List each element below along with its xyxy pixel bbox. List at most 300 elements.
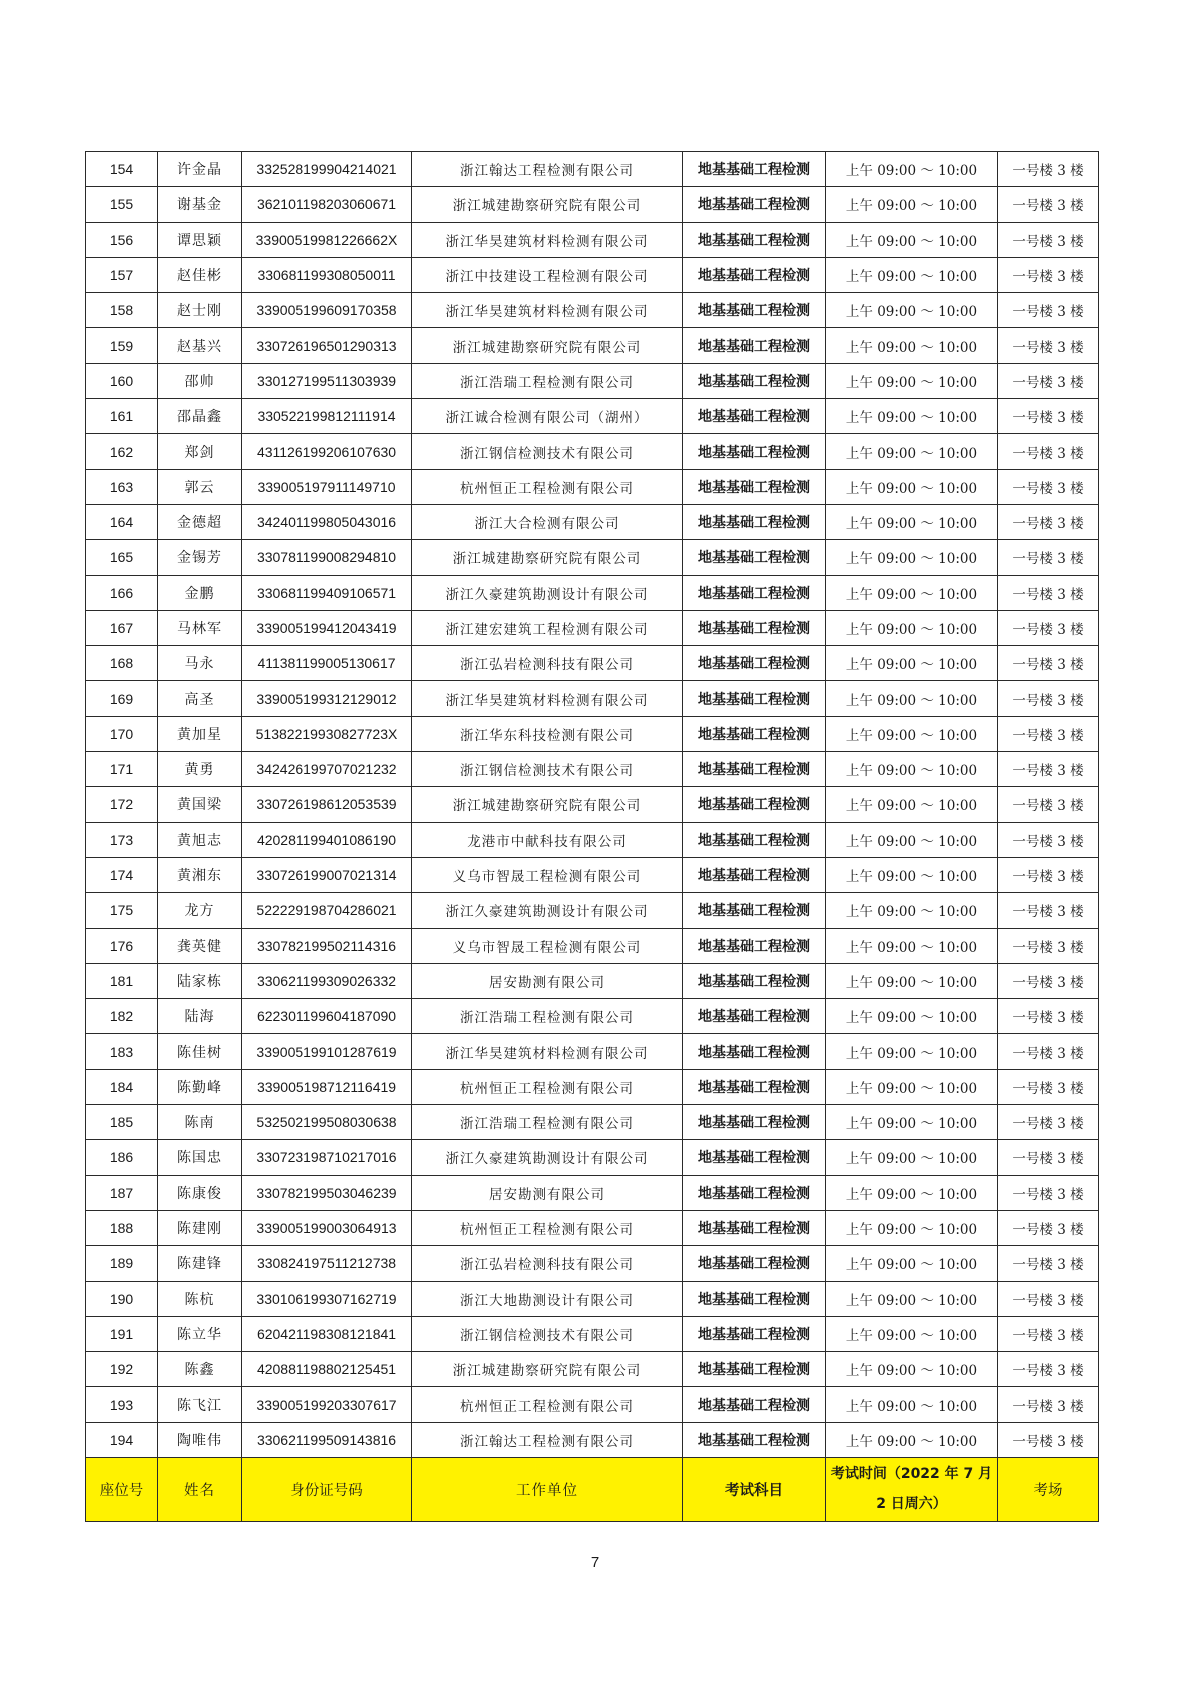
cell-id-number: 532502199508030638 xyxy=(242,1105,412,1140)
table-row xyxy=(86,1422,1099,1457)
cell-exam-time: 上午 09:00 ～ 10:00 xyxy=(826,152,998,187)
cell-employer: 浙江弘岩检测科技有限公司 xyxy=(412,646,683,681)
cell-exam-time: 上午 09:00 ～ 10:00 xyxy=(826,787,998,822)
cell-name: 陈勤峰 xyxy=(158,1069,242,1104)
cell-id-number: 420881198802125451 xyxy=(242,1352,412,1387)
cell-employer: 浙江久豪建筑勘测设计有限公司 xyxy=(412,575,683,610)
cell-exam-time: 上午 09:00 ～ 10:00 xyxy=(826,822,998,857)
cell-id-number: 330106199307162719 xyxy=(242,1281,412,1316)
cell-exam-time: 上午 09:00 ～ 10:00 xyxy=(826,1105,998,1140)
table-row xyxy=(86,928,1099,963)
table-row xyxy=(86,504,1099,539)
cell-seat: 193 xyxy=(86,1387,158,1422)
cell-employer: 居安勘测有限公司 xyxy=(412,1175,683,1210)
cell-exam-time: 上午 09:00 ～ 10:00 xyxy=(826,1034,998,1069)
table-row xyxy=(86,681,1099,716)
cell-room: 一号楼 3 楼 xyxy=(998,822,1099,857)
cell-exam-time: 上午 09:00 ～ 10:00 xyxy=(826,504,998,539)
cell-subject: 地基基础工程检测 xyxy=(683,1069,826,1104)
cell-id-number: 330621199509143816 xyxy=(242,1422,412,1457)
cell-exam-time: 上午 09:00 ～ 10:00 xyxy=(826,399,998,434)
cell-room: 一号楼 3 楼 xyxy=(998,504,1099,539)
cell-room: 一号楼 3 楼 xyxy=(998,999,1099,1034)
cell-subject: 地基基础工程检测 xyxy=(683,822,826,857)
cell-seat: 190 xyxy=(86,1281,158,1316)
cell-employer: 龙港市中献科技有限公司 xyxy=(412,822,683,857)
cell-room: 一号楼 3 楼 xyxy=(998,152,1099,187)
cell-seat: 171 xyxy=(86,752,158,787)
cell-id-number: 330621199309026332 xyxy=(242,963,412,998)
cell-subject: 地基基础工程检测 xyxy=(683,857,826,892)
cell-exam-time: 上午 09:00 ～ 10:00 xyxy=(826,1140,998,1175)
cell-seat: 160 xyxy=(86,363,158,398)
cell-seat: 194 xyxy=(86,1422,158,1457)
cell-employer: 浙江大地勘测设计有限公司 xyxy=(412,1281,683,1316)
cell-name: 谢基金 xyxy=(158,187,242,222)
table-row xyxy=(86,822,1099,857)
cell-id-number: 339005199101287619 xyxy=(242,1034,412,1069)
table-row xyxy=(86,963,1099,998)
table-row xyxy=(86,857,1099,892)
cell-id-number: 330726199007021314 xyxy=(242,857,412,892)
cell-name: 赵基兴 xyxy=(158,328,242,363)
cell-id-number: 420281199401086190 xyxy=(242,822,412,857)
table-row xyxy=(86,293,1099,328)
cell-employer: 义乌市智晟工程检测有限公司 xyxy=(412,857,683,892)
cell-exam-time: 上午 09:00 ～ 10:00 xyxy=(826,646,998,681)
cell-seat: 154 xyxy=(86,152,158,187)
cell-exam-time: 上午 09:00 ～ 10:00 xyxy=(826,328,998,363)
cell-id-number: 411381199005130617 xyxy=(242,646,412,681)
cell-name: 马永 xyxy=(158,646,242,681)
cell-subject: 地基基础工程检测 xyxy=(683,363,826,398)
cell-employer: 浙江钢信检测技术有限公司 xyxy=(412,1316,683,1351)
cell-name: 龙方 xyxy=(158,893,242,928)
cell-employer: 杭州恒正工程检测有限公司 xyxy=(412,1210,683,1245)
table-row xyxy=(86,1352,1099,1387)
cell-employer: 居安勘测有限公司 xyxy=(412,963,683,998)
cell-employer: 浙江久豪建筑勘测设计有限公司 xyxy=(412,1140,683,1175)
cell-subject: 地基基础工程检测 xyxy=(683,1175,826,1210)
cell-name: 陈杭 xyxy=(158,1281,242,1316)
cell-seat: 184 xyxy=(86,1069,158,1104)
cell-name: 陈鑫 xyxy=(158,1352,242,1387)
cell-name: 陈国忠 xyxy=(158,1140,242,1175)
table-row xyxy=(86,1175,1099,1210)
cell-room: 一号楼 3 楼 xyxy=(998,1316,1099,1351)
table-row xyxy=(86,752,1099,787)
cell-name: 陈佳树 xyxy=(158,1034,242,1069)
cell-name: 龚英健 xyxy=(158,928,242,963)
cell-id-number: 330522199812111914 xyxy=(242,399,412,434)
cell-room: 一号楼 3 楼 xyxy=(998,1246,1099,1281)
cell-subject: 地基基础工程检测 xyxy=(683,1140,826,1175)
cell-id-number: 33900519981226662X xyxy=(242,222,412,257)
cell-seat: 187 xyxy=(86,1175,158,1210)
cell-subject: 地基基础工程检测 xyxy=(683,540,826,575)
cell-name: 许金晶 xyxy=(158,152,242,187)
cell-name: 黄旭志 xyxy=(158,822,242,857)
table-row xyxy=(86,610,1099,645)
cell-name: 邵晶鑫 xyxy=(158,399,242,434)
cell-room: 一号楼 3 楼 xyxy=(998,646,1099,681)
cell-room: 一号楼 3 楼 xyxy=(998,1175,1099,1210)
header-employer: 工作单位 xyxy=(412,1457,683,1521)
cell-name: 金锡芳 xyxy=(158,540,242,575)
cell-employer: 杭州恒正工程检测有限公司 xyxy=(412,469,683,504)
cell-id-number: 330681199308050011 xyxy=(242,257,412,292)
cell-subject: 地基基础工程检测 xyxy=(683,257,826,292)
table-row xyxy=(86,1246,1099,1281)
cell-exam-time: 上午 09:00 ～ 10:00 xyxy=(826,363,998,398)
cell-exam-time: 上午 09:00 ～ 10:00 xyxy=(826,610,998,645)
cell-subject: 地基基础工程检测 xyxy=(683,469,826,504)
cell-exam-time: 上午 09:00 ～ 10:00 xyxy=(826,1281,998,1316)
table-row xyxy=(86,893,1099,928)
cell-employer: 浙江大合检测有限公司 xyxy=(412,504,683,539)
cell-employer: 浙江钢信检测技术有限公司 xyxy=(412,752,683,787)
cell-subject: 地基基础工程检测 xyxy=(683,187,826,222)
cell-exam-time: 上午 09:00 ～ 10:00 xyxy=(826,469,998,504)
cell-seat: 157 xyxy=(86,257,158,292)
cell-room: 一号楼 3 楼 xyxy=(998,1352,1099,1387)
cell-employer: 浙江浩瑞工程检测有限公司 xyxy=(412,363,683,398)
cell-exam-time: 上午 09:00 ～ 10:00 xyxy=(826,1069,998,1104)
cell-subject: 地基基础工程检测 xyxy=(683,787,826,822)
cell-room: 一号楼 3 楼 xyxy=(998,963,1099,998)
cell-exam-time: 上午 09:00 ～ 10:00 xyxy=(826,1175,998,1210)
cell-exam-time: 上午 09:00 ～ 10:00 xyxy=(826,575,998,610)
cell-room: 一号楼 3 楼 xyxy=(998,257,1099,292)
cell-seat: 163 xyxy=(86,469,158,504)
cell-id-number: 339005197911149710 xyxy=(242,469,412,504)
cell-seat: 169 xyxy=(86,681,158,716)
cell-room: 一号楼 3 楼 xyxy=(998,434,1099,469)
cell-seat: 174 xyxy=(86,857,158,892)
cell-room: 一号楼 3 楼 xyxy=(998,893,1099,928)
cell-exam-time: 上午 09:00 ～ 10:00 xyxy=(826,540,998,575)
table-row xyxy=(86,1316,1099,1351)
cell-name: 金鹏 xyxy=(158,575,242,610)
cell-name: 陈飞江 xyxy=(158,1387,242,1422)
cell-exam-time: 上午 09:00 ～ 10:00 xyxy=(826,257,998,292)
cell-subject: 地基基础工程检测 xyxy=(683,999,826,1034)
cell-employer: 浙江华东科技检测有限公司 xyxy=(412,716,683,751)
cell-seat: 183 xyxy=(86,1034,158,1069)
cell-seat: 165 xyxy=(86,540,158,575)
cell-subject: 地基基础工程检测 xyxy=(683,610,826,645)
cell-exam-time: 上午 09:00 ～ 10:00 xyxy=(826,752,998,787)
cell-room: 一号楼 3 楼 xyxy=(998,293,1099,328)
cell-id-number: 620421198308121841 xyxy=(242,1316,412,1351)
cell-subject: 地基基础工程检测 xyxy=(683,716,826,751)
cell-exam-time: 上午 09:00 ～ 10:00 xyxy=(826,963,998,998)
table-row xyxy=(86,999,1099,1034)
cell-id-number: 330723198710217016 xyxy=(242,1140,412,1175)
cell-subject: 地基基础工程检测 xyxy=(683,575,826,610)
cell-seat: 155 xyxy=(86,187,158,222)
cell-id-number: 522229198704286021 xyxy=(242,893,412,928)
cell-id-number: 51382219930827723X xyxy=(242,716,412,751)
cell-employer: 杭州恒正工程检测有限公司 xyxy=(412,1387,683,1422)
cell-seat: 164 xyxy=(86,504,158,539)
cell-room: 一号楼 3 楼 xyxy=(998,363,1099,398)
cell-exam-time: 上午 09:00 ～ 10:00 xyxy=(826,1316,998,1351)
cell-seat: 175 xyxy=(86,893,158,928)
cell-employer: 浙江华昊建筑材料检测有限公司 xyxy=(412,1034,683,1069)
header-id-number: 身份证号码 xyxy=(242,1457,412,1521)
cell-name: 黄勇 xyxy=(158,752,242,787)
cell-employer: 浙江翰达工程检测有限公司 xyxy=(412,152,683,187)
table-row xyxy=(86,1387,1099,1422)
cell-seat: 176 xyxy=(86,928,158,963)
cell-seat: 167 xyxy=(86,610,158,645)
cell-room: 一号楼 3 楼 xyxy=(998,399,1099,434)
cell-seat: 186 xyxy=(86,1140,158,1175)
cell-exam-time: 上午 09:00 ～ 10:00 xyxy=(826,434,998,469)
cell-exam-time: 上午 09:00 ～ 10:00 xyxy=(826,222,998,257)
cell-employer: 浙江城建勘察研究院有限公司 xyxy=(412,328,683,363)
cell-id-number: 330726196501290313 xyxy=(242,328,412,363)
cell-id-number: 339005199312129012 xyxy=(242,681,412,716)
header-room: 考场 xyxy=(998,1457,1099,1521)
table-row xyxy=(86,152,1099,187)
cell-room: 一号楼 3 楼 xyxy=(998,681,1099,716)
cell-name: 高圣 xyxy=(158,681,242,716)
cell-subject: 地基基础工程检测 xyxy=(683,681,826,716)
table-row xyxy=(86,575,1099,610)
cell-room: 一号楼 3 楼 xyxy=(998,328,1099,363)
cell-name: 黄加星 xyxy=(158,716,242,751)
cell-employer: 义乌市智晟工程检测有限公司 xyxy=(412,928,683,963)
cell-seat: 191 xyxy=(86,1316,158,1351)
cell-name: 黄国梁 xyxy=(158,787,242,822)
cell-employer: 杭州恒正工程检测有限公司 xyxy=(412,1069,683,1104)
cell-employer: 浙江城建勘察研究院有限公司 xyxy=(412,1352,683,1387)
cell-employer: 浙江弘岩检测科技有限公司 xyxy=(412,1246,683,1281)
table-row xyxy=(86,363,1099,398)
table-row xyxy=(86,1140,1099,1175)
cell-name: 陆海 xyxy=(158,999,242,1034)
cell-seat: 185 xyxy=(86,1105,158,1140)
cell-room: 一号楼 3 楼 xyxy=(998,1034,1099,1069)
cell-subject: 地基基础工程检测 xyxy=(683,963,826,998)
cell-name: 陈建锋 xyxy=(158,1246,242,1281)
cell-room: 一号楼 3 楼 xyxy=(998,752,1099,787)
cell-room: 一号楼 3 楼 xyxy=(998,540,1099,575)
cell-subject: 地基基础工程检测 xyxy=(683,434,826,469)
cell-id-number: 330127199511303939 xyxy=(242,363,412,398)
cell-seat: 188 xyxy=(86,1210,158,1245)
cell-employer: 浙江城建勘察研究院有限公司 xyxy=(412,540,683,575)
table-header-row xyxy=(86,1457,1099,1521)
cell-exam-time: 上午 09:00 ～ 10:00 xyxy=(826,1210,998,1245)
table-row xyxy=(86,1210,1099,1245)
cell-employer: 浙江浩瑞工程检测有限公司 xyxy=(412,999,683,1034)
cell-id-number: 339005199203307617 xyxy=(242,1387,412,1422)
cell-id-number: 332528199904214021 xyxy=(242,152,412,187)
cell-exam-time: 上午 09:00 ～ 10:00 xyxy=(826,1387,998,1422)
cell-exam-time: 上午 09:00 ～ 10:00 xyxy=(826,716,998,751)
cell-exam-time: 上午 09:00 ～ 10:00 xyxy=(826,999,998,1034)
cell-name: 邵帅 xyxy=(158,363,242,398)
cell-name: 郑剑 xyxy=(158,434,242,469)
cell-employer: 浙江中技建设工程检测有限公司 xyxy=(412,257,683,292)
cell-id-number: 339005198712116419 xyxy=(242,1069,412,1104)
cell-employer: 浙江华昊建筑材料检测有限公司 xyxy=(412,222,683,257)
cell-name: 陆家栋 xyxy=(158,963,242,998)
cell-exam-time: 上午 09:00 ～ 10:00 xyxy=(826,1352,998,1387)
table-row xyxy=(86,1069,1099,1104)
cell-seat: 168 xyxy=(86,646,158,681)
cell-name: 金德超 xyxy=(158,504,242,539)
cell-room: 一号楼 3 楼 xyxy=(998,222,1099,257)
cell-seat: 156 xyxy=(86,222,158,257)
cell-id-number: 339005199412043419 xyxy=(242,610,412,645)
cell-employer: 浙江浩瑞工程检测有限公司 xyxy=(412,1105,683,1140)
cell-exam-time: 上午 09:00 ～ 10:00 xyxy=(826,857,998,892)
cell-seat: 189 xyxy=(86,1246,158,1281)
cell-id-number: 330782199503046239 xyxy=(242,1175,412,1210)
cell-subject: 地基基础工程检测 xyxy=(683,152,826,187)
cell-id-number: 330782199502114316 xyxy=(242,928,412,963)
cell-employer: 浙江华昊建筑材料检测有限公司 xyxy=(412,293,683,328)
cell-room: 一号楼 3 楼 xyxy=(998,928,1099,963)
cell-id-number: 330681199409106571 xyxy=(242,575,412,610)
cell-id-number: 362101198203060671 xyxy=(242,187,412,222)
cell-room: 一号楼 3 楼 xyxy=(998,716,1099,751)
cell-name: 陈立华 xyxy=(158,1316,242,1351)
cell-id-number: 339005199003064913 xyxy=(242,1210,412,1245)
table-row xyxy=(86,469,1099,504)
cell-exam-time: 上午 09:00 ～ 10:00 xyxy=(826,187,998,222)
cell-name: 赵佳彬 xyxy=(158,257,242,292)
cell-id-number: 342401199805043016 xyxy=(242,504,412,539)
cell-employer: 浙江翰达工程检测有限公司 xyxy=(412,1422,683,1457)
cell-subject: 地基基础工程检测 xyxy=(683,1281,826,1316)
cell-subject: 地基基础工程检测 xyxy=(683,1105,826,1140)
cell-employer: 浙江城建勘察研究院有限公司 xyxy=(412,787,683,822)
cell-employer: 浙江钢信检测技术有限公司 xyxy=(412,434,683,469)
cell-employer: 浙江久豪建筑勘测设计有限公司 xyxy=(412,893,683,928)
cell-room: 一号楼 3 楼 xyxy=(998,1210,1099,1245)
exam-seating-table xyxy=(85,151,1099,1522)
cell-seat: 170 xyxy=(86,716,158,751)
cell-subject: 地基基础工程检测 xyxy=(683,1316,826,1351)
cell-name: 陶唯伟 xyxy=(158,1422,242,1457)
cell-subject: 地基基础工程检测 xyxy=(683,1210,826,1245)
cell-subject: 地基基础工程检测 xyxy=(683,1387,826,1422)
cell-seat: 162 xyxy=(86,434,158,469)
cell-subject: 地基基础工程检测 xyxy=(683,399,826,434)
header-seat: 座位号 xyxy=(86,1457,158,1521)
header-subject: 考试科目 xyxy=(683,1457,826,1521)
cell-name: 谭思颖 xyxy=(158,222,242,257)
cell-exam-time: 上午 09:00 ～ 10:00 xyxy=(826,893,998,928)
cell-id-number: 342426199707021232 xyxy=(242,752,412,787)
cell-room: 一号楼 3 楼 xyxy=(998,1069,1099,1104)
cell-subject: 地基基础工程检测 xyxy=(683,293,826,328)
cell-seat: 172 xyxy=(86,787,158,822)
cell-employer: 浙江建宏建筑工程检测有限公司 xyxy=(412,610,683,645)
cell-subject: 地基基础工程检测 xyxy=(683,646,826,681)
table-body xyxy=(86,152,1099,1458)
cell-room: 一号楼 3 楼 xyxy=(998,1140,1099,1175)
header-name: 姓名 xyxy=(158,1457,242,1521)
table-row xyxy=(86,540,1099,575)
cell-exam-time: 上午 09:00 ～ 10:00 xyxy=(826,293,998,328)
cell-name: 郭云 xyxy=(158,469,242,504)
cell-room: 一号楼 3 楼 xyxy=(998,1281,1099,1316)
cell-room: 一号楼 3 楼 xyxy=(998,1422,1099,1457)
cell-seat: 166 xyxy=(86,575,158,610)
cell-seat: 182 xyxy=(86,999,158,1034)
cell-seat: 173 xyxy=(86,822,158,857)
cell-seat: 181 xyxy=(86,963,158,998)
cell-name: 陈康俊 xyxy=(158,1175,242,1210)
cell-subject: 地基基础工程检测 xyxy=(683,328,826,363)
table-row xyxy=(86,222,1099,257)
table-row xyxy=(86,1105,1099,1140)
table-row xyxy=(86,646,1099,681)
cell-id-number: 330824197511212738 xyxy=(242,1246,412,1281)
cell-name: 马林军 xyxy=(158,610,242,645)
cell-id-number: 339005199609170358 xyxy=(242,293,412,328)
cell-subject: 地基基础工程检测 xyxy=(683,1352,826,1387)
cell-room: 一号楼 3 楼 xyxy=(998,187,1099,222)
table-row xyxy=(86,328,1099,363)
cell-exam-time: 上午 09:00 ～ 10:00 xyxy=(826,1246,998,1281)
cell-id-number: 622301199604187090 xyxy=(242,999,412,1034)
cell-subject: 地基基础工程检测 xyxy=(683,504,826,539)
cell-subject: 地基基础工程检测 xyxy=(683,928,826,963)
table-row xyxy=(86,257,1099,292)
cell-employer: 浙江城建勘察研究院有限公司 xyxy=(412,187,683,222)
table-row xyxy=(86,187,1099,222)
cell-employer: 浙江诚合检测有限公司（湖州） xyxy=(412,399,683,434)
cell-name: 陈建刚 xyxy=(158,1210,242,1245)
header-exam-time: 考试时间（2022 年 7 月 2 日周六） xyxy=(826,1457,998,1521)
table-row xyxy=(86,1034,1099,1069)
cell-room: 一号楼 3 楼 xyxy=(998,610,1099,645)
page-number: 7 xyxy=(590,1554,600,1571)
cell-id-number: 330781199008294810 xyxy=(242,540,412,575)
cell-name: 陈南 xyxy=(158,1105,242,1140)
table-row xyxy=(86,399,1099,434)
cell-subject: 地基基础工程检测 xyxy=(683,893,826,928)
cell-exam-time: 上午 09:00 ～ 10:00 xyxy=(826,928,998,963)
cell-room: 一号楼 3 楼 xyxy=(998,857,1099,892)
cell-id-number: 330726198612053539 xyxy=(242,787,412,822)
cell-subject: 地基基础工程检测 xyxy=(683,1246,826,1281)
table-row xyxy=(86,716,1099,751)
cell-subject: 地基基础工程检测 xyxy=(683,752,826,787)
cell-id-number: 431126199206107630 xyxy=(242,434,412,469)
cell-room: 一号楼 3 楼 xyxy=(998,787,1099,822)
cell-seat: 161 xyxy=(86,399,158,434)
cell-room: 一号楼 3 楼 xyxy=(998,469,1099,504)
cell-name: 黄湘东 xyxy=(158,857,242,892)
cell-subject: 地基基础工程检测 xyxy=(683,222,826,257)
cell-exam-time: 上午 09:00 ～ 10:00 xyxy=(826,1422,998,1457)
table-row xyxy=(86,434,1099,469)
cell-employer: 浙江华昊建筑材料检测有限公司 xyxy=(412,681,683,716)
cell-seat: 192 xyxy=(86,1352,158,1387)
cell-room: 一号楼 3 楼 xyxy=(998,1387,1099,1422)
cell-seat: 158 xyxy=(86,293,158,328)
cell-exam-time: 上午 09:00 ～ 10:00 xyxy=(826,681,998,716)
table-row xyxy=(86,787,1099,822)
